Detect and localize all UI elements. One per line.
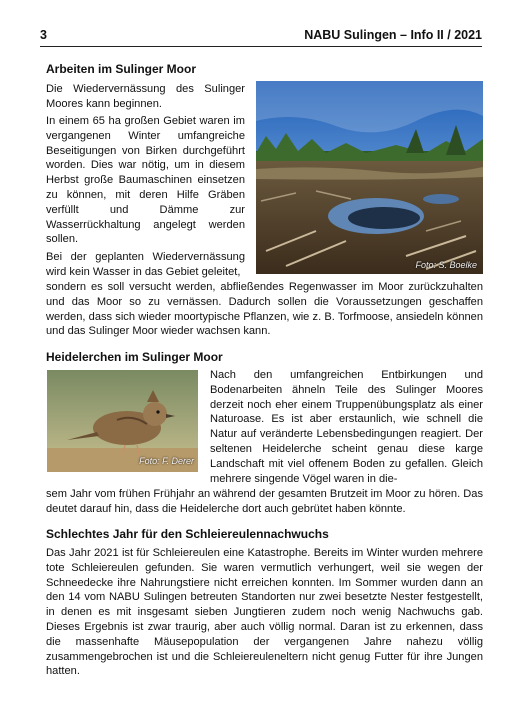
heading-moor-works: Arbeiten im Sulinger Moor xyxy=(46,62,197,76)
paragraph-rewetting-b: sondern es soll versucht werden, abfließendes Regenwasser im Moor zurückzuhalten und das Moor so zu vernässen. Dadurch sollen die Voraussetzungen geschaffen werden, dass sich wieder moortypische Pflanzen, wie z. B. Torfmoose, ansiedeln können und das Sulinger Moor wieder wachsen kann. xyxy=(46,281,483,338)
header-rule xyxy=(40,46,482,47)
photo-credit-boelke: Foto: S. Boelke xyxy=(415,260,477,270)
photo-credit-derer: Foto: F. Derer xyxy=(139,456,194,466)
page-number: 3 xyxy=(40,28,47,42)
page-header xyxy=(40,28,482,46)
heading-barn-owls: Schlechtes Jahr für den Schleiereulennachwuchs xyxy=(46,527,329,541)
paragraph-intro: Die Wiedervernässung des Sulinger Moores kann beginnen. xyxy=(46,83,245,110)
heading-woodlarks: Heidelerchen im Sulinger Moor xyxy=(46,350,223,364)
paragraph-birch-removal: In einem 65 ha großen Gebiet waren im vergangenen Winter umfangreiche Beseitigungen von Birken durchgeführt worden. Dies war nötig, um in diesem Herbst große Baumaschinen einsetzen zu können, mit deren Hilfe Gräben verfüllt und Dämme zur Wasserrückhaltung angelegt werden sollen. xyxy=(46,115,245,246)
paragraph-woodlarks-b: sem Jahr vom frühen Frühjahr an während der gesamten Brutzeit im Moor zu hören. Das deutet darauf hin, dass die Heidelerche dort auch gebrütet haben könnte. xyxy=(46,488,483,515)
paragraph-barn-owls: Das Jahr 2021 ist für Schleiereulen eine Katastrophe. Bereits im Winter wurden mehrere tote Schleiereulen gefunden. Sie waren vermutlich verhungert, weil sie wegen der Schneedecke ihre Nahrungstiere nicht erreichen konnten. Im Sommer wurden dann an den 14 vom NABU Sulingen betreuten Standorten nur zwei besetzte Nester festgestellt, in denen es mit insgesamt sieben Jungtieren zudem noch wenig Nachwuchs gab. Dieses Ergebnis ist zwar traurig, aber auch völlig normal. Daran ist zu erkennen, dass die massenhafte Mäusepopulation der vergangenen Jahre nahezu völlig zusammengebrochen ist und die Schleiereuleneltern nicht genug Futter für ihre Jungen hatten. xyxy=(46,547,483,678)
photo-moor-landscape xyxy=(256,81,483,274)
moor-landscape-image xyxy=(256,81,483,274)
paragraph-woodlarks-a: Nach den umfangreichen Entbirkungen und Bodenarbeiten ähneln Teile des Sulinger Moores derzeit noch eher einem Truppenübungsplatz als einer Naturoase. Es ist aber erstaunlich, wie schnell die Natur auf veränderte Lebensbedingungen reagiert. Der seltenen Heidelerche scheint genau diese karge Landschaft mit viel offenem Boden zu gefallen. Gleich mehrere singende Vögel waren in die- xyxy=(210,369,483,485)
photo-woodlark xyxy=(47,370,198,472)
paragraph-rewetting-a: Bei der geplanten Wiedervernässung wird kein Wasser in das Gebiet geleitet, xyxy=(46,251,245,278)
newsletter-title: NABU Sulingen – Info II / 2021 xyxy=(304,28,482,42)
